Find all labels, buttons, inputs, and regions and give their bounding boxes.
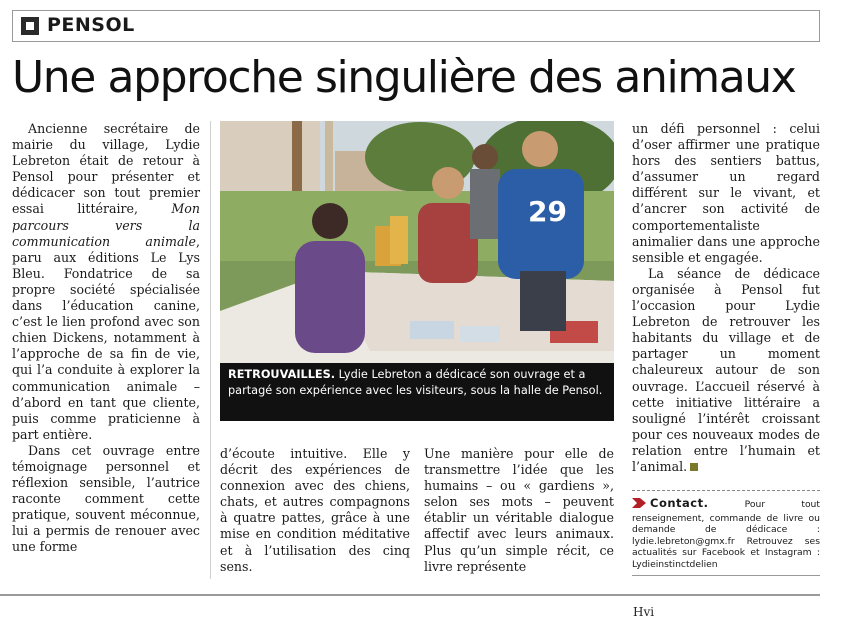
end-of-article-square-icon (690, 463, 698, 471)
article-paragraph: Ancienne secrétaire de mairie du village, Lydie Lebreton était de retour à Pensol pour présenter et dédicacer son tout premier essai littéraire, Mon parcours vers la communication animale, paru aux éditions Le Lys Bleu. Fondatrice de sa propre société spécialisée dans l’éducation canine, c’est le lien profond avec son chien Dickens, notamment à l’approche de sa fin de vie, qui l’a conduite à explorer la communication animale – d’abord en tant que cliente, puis comme praticienne à part entière. (12, 121, 200, 442)
page-bottom-rule (0, 594, 820, 596)
book-title: Mon parcours vers la communication animale (12, 201, 200, 249)
article-paragraph: un défi personnel : celui d’oser affirmer une pratique hors des sentiers battus, d’assumer un regard différent sur le vivant, et d’ancrer son activité de comportementaliste animalier dans une approche sensible et engagée. (632, 121, 820, 265)
article-paragraph: d’écoute intuitive. Elle y décrit des expériences de connexion avec des chiens, chats, et autres compagnons à quatre pattes, grâce à une mise en condition méditative et à l’utilisation des cinq sens. (220, 446, 410, 574)
photo-illustration (220, 121, 614, 363)
article-paragraph: Une manière pour elle de transmettre l’idée que les humains – ou « gardiens », selon ses mots – peuvent établir un véritable dialogue affectif avec leurs animaux. Plus qu’un simple récit, ce livre représente (424, 446, 614, 574)
footer-code: Hvi (633, 605, 655, 619)
article-column-3 (424, 446, 614, 575)
shirt-number: 29 (528, 195, 567, 228)
photo-caption (220, 363, 614, 421)
section-label: PENSOL (47, 14, 135, 36)
arrow-right-icon (632, 497, 646, 513)
article-column-1 (12, 121, 200, 556)
section-header (12, 10, 820, 42)
section-square-icon (21, 17, 39, 35)
article-paragraph: Dans cet ouvrage entre témoignage personnel et réflexion sensible, l’autrice raconte comment cette pratique, souvent méconnue, lui a permis de renouer avec une forme (12, 442, 200, 555)
caption-text: Lydie Lebreton a dédicacé son ouvrage et a partagé son expérience avec les visiteurs, sous la halle de Pensol. (228, 368, 603, 397)
contact-label: Contact. (650, 496, 709, 510)
article-paragraph: La séance de dédicace organisée à Pensol fut l’occasion pour Lydie Lebreton de retrouver les habitants du village et de partager un moment chaleureux autour de son ouvrage. L’accueil réservé à cette initiative littéraire a souligné l’intérêt croissant pour ces nouveaux modes de relation entre l’humain et l’animal. (632, 265, 820, 474)
headline: Une approche singulière des animaux (12, 52, 796, 103)
article-photo (220, 121, 614, 363)
contact-box (632, 490, 820, 576)
contact-details: Pour tout renseignement, commande de livre ou demande de dédicace : lydie.lebreton@gmx.fr Retrouvez ses actualités sur Facebook et Instagram : Lydieinstinctdelien (632, 499, 820, 570)
contact-text (632, 497, 820, 571)
column-divider (210, 121, 211, 579)
article-column-4 (632, 121, 820, 475)
caption-lead: RETROUVAILLES. (228, 368, 336, 381)
article-column-2 (220, 446, 410, 575)
